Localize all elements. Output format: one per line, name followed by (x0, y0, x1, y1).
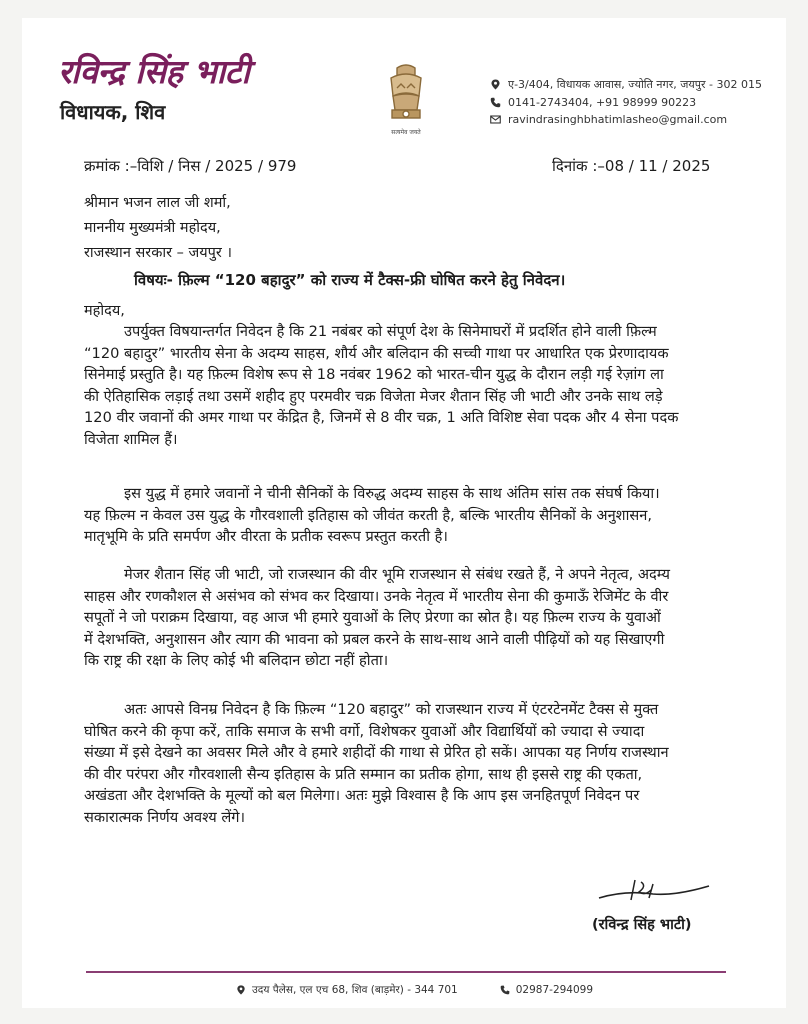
body-paragraph-1 (84, 321, 764, 451)
paragraph-line: यह फ़िल्म न केवल उस युद्ध के गौरवशाली इतिहास को जीवंत करती है, बल्कि भारतीय सैनिकों के अनुशासन, (84, 506, 652, 524)
phone-icon (500, 985, 510, 995)
contact-address: ए-3/404, विधायक आवास, ज्योति नगर, जयपुर - 302 015 (508, 78, 762, 91)
paragraph-line: सकारात्मक निर्णय अवश्य लेंगे। (84, 808, 246, 826)
paragraph-line: संख्या में इसे देखने का अवसर मिले और वे हमारे शहीदों की गाथा से प्रेरित हो सकें। आपका यह निर्णय राजस्थान (84, 744, 669, 762)
paragraph-line: घोषित करने की कृपा करें, ताकि समाज के सभी वर्गो, विशेषकर युवाओं और विद्यार्थियों को ज्यादा से ज्यादा (84, 722, 645, 740)
footer-address: उदय पैलेस, एल एच 68, शिव (बाड़मेर) - 344 701 (252, 984, 458, 996)
letterhead-designation: विधायक, शिव (60, 100, 166, 124)
location-pin-icon (236, 985, 246, 995)
paragraph-line: मेजर शैतान सिंह जी भाटी, जो राजस्थान की वीर भूमि राजस्थान से संबंध रखते हैं, ने अपने नेतृत्व, अदम्य (124, 566, 670, 583)
paragraph-line: साहस और रणकौशल से असंभव को संभव कर दिखाया। उनके नेतृत्व में भारतीय सेना की कुमाऊँ रेजिमेंट के वीर (84, 587, 669, 605)
state-emblem-icon (383, 62, 429, 138)
paragraph-line: सपूतों ने जो पराक्रम दिखाया, वह आज भी हमारे युवाओं के लिए प्रेरणा का स्रोत है। यह फ़िल्म राज्य के युवाओं (84, 609, 661, 627)
recipient-line: राजस्थान सरकार – जयपुर । (84, 245, 232, 261)
paragraph-line: मातृभूमि के प्रति समर्पण और वीरता के प्रतीक स्वरूप प्रस्तुत करती है। (84, 528, 448, 546)
contact-phone-row (490, 94, 762, 112)
phone-icon (490, 97, 501, 108)
paragraph-line: की ऐतिहासिक लड़ाई तथा उसमें शहीद हुए परमवीर चक्र विजेता मेजर शैतान सिंह जी भाटी और उनके साथ लड़े (84, 387, 663, 405)
paragraph-line: में देशभक्ति, अनुशासन और त्याग की भावना को प्रबल करने के साथ-साथ आने वाली पीढ़ियों को यह सिखाएगी (84, 630, 665, 648)
paragraph-line: “120 बहादुर” भारतीय सेना के अदम्य साहस, शौर्य और बलिदान की सच्ची गाथा पर आधारित एक प्रेरणादायक (84, 344, 669, 362)
location-pin-icon (490, 79, 501, 90)
signatory-name: (रविन्द्र सिंह भाटी) (592, 917, 692, 933)
body-paragraph-2 (84, 483, 764, 548)
footer-phone: 02987-294099 (515, 984, 594, 996)
paragraph-line: की वीर परंपरा और गौरवशाली सैन्य इतिहास के प्रति सम्मान का प्रतीक होगा, साथ ही इससे राष्ट्र की एकता, (84, 765, 643, 783)
paragraph-line: अतः आपसे विनम्र निवेदन है कि फ़िल्म “120 बहादुर” को राजस्थान राज्य में एंटरटेनमेंट टैक्स से मुक्त (124, 701, 659, 718)
contact-address-row (490, 76, 762, 94)
paragraph-line: उपर्युक्त विषयान्तर्गत निवेदन है कि 21 नबंबर को संपूर्ण देश के सिनेमाघरों में प्रदर्शित होने वाली फ़िल्म (124, 323, 657, 340)
recipient-line: माननीय मुख्यमंत्री महोदय, (84, 220, 221, 236)
signature-mark (595, 876, 713, 906)
reference-number: क्रमांक :–विशि / निस / 2025 / 979 (84, 157, 297, 175)
letterhead-name: रविन्द्र सिंह भाटी (58, 52, 250, 91)
paragraph-line: विजेता शामिल हैं। (84, 430, 178, 448)
body-paragraph-3 (84, 564, 764, 672)
body-paragraph-4 (84, 699, 764, 829)
letter-subject: विषयः- फ़िल्म “120 बहादुर” को राज्य में टैक्स-फ्री घोषित करने हेतु निवेदन। (134, 271, 566, 289)
paragraph-line: कि राष्ट्र की रक्षा के लिए कोई भी बलिदान छोटा नहीं होता। (84, 652, 389, 670)
footer-divider (86, 971, 726, 973)
contact-block (490, 76, 762, 129)
paragraph-line: सिनेमाई प्रस्तुति है। यह फ़िल्म विशेष रूप से 18 नवंबर 1962 को भारत-चीन युद्ध के दौरान लड़ी गई रेज़ांग ला (84, 366, 664, 384)
paragraph-line: 120 वीर जवानों की अमर गाथा पर केंद्रित है, जिनमें से 8 वीर चक्र, 1 अति विशिष्ट सेवा पदक और 4 सेना पदक (84, 409, 679, 427)
emblem-motto: सत्यमेव जयते (391, 129, 421, 136)
paragraph-line: इस युद्ध में हमारे जवानों ने चीनी सैनिकों के विरुद्ध अदम्य साहस के साथ अंतिम सांस तक संघर्ष किया। (124, 485, 660, 502)
contact-email-row (490, 111, 762, 129)
footer (236, 983, 593, 997)
letter-date: दिनांक :–08 / 11 / 2025 (552, 157, 711, 175)
salutation: महोदय, (84, 303, 125, 319)
recipient-line: श्रीमान भजन लाल जी शर्मा, (84, 195, 231, 211)
mail-icon (490, 114, 501, 125)
contact-email: ravindrasinghbhatimlasheo@gmail.com (508, 113, 728, 126)
paragraph-line: अखंडता और देशभक्ति के मूल्यों को बल मिलेगा। अतः मुझे विश्वास है कि आप इस जनहितपूर्ण निवेदन पर (84, 787, 640, 805)
contact-phone: 0141-2743404, +91 98999 90223 (508, 95, 697, 109)
